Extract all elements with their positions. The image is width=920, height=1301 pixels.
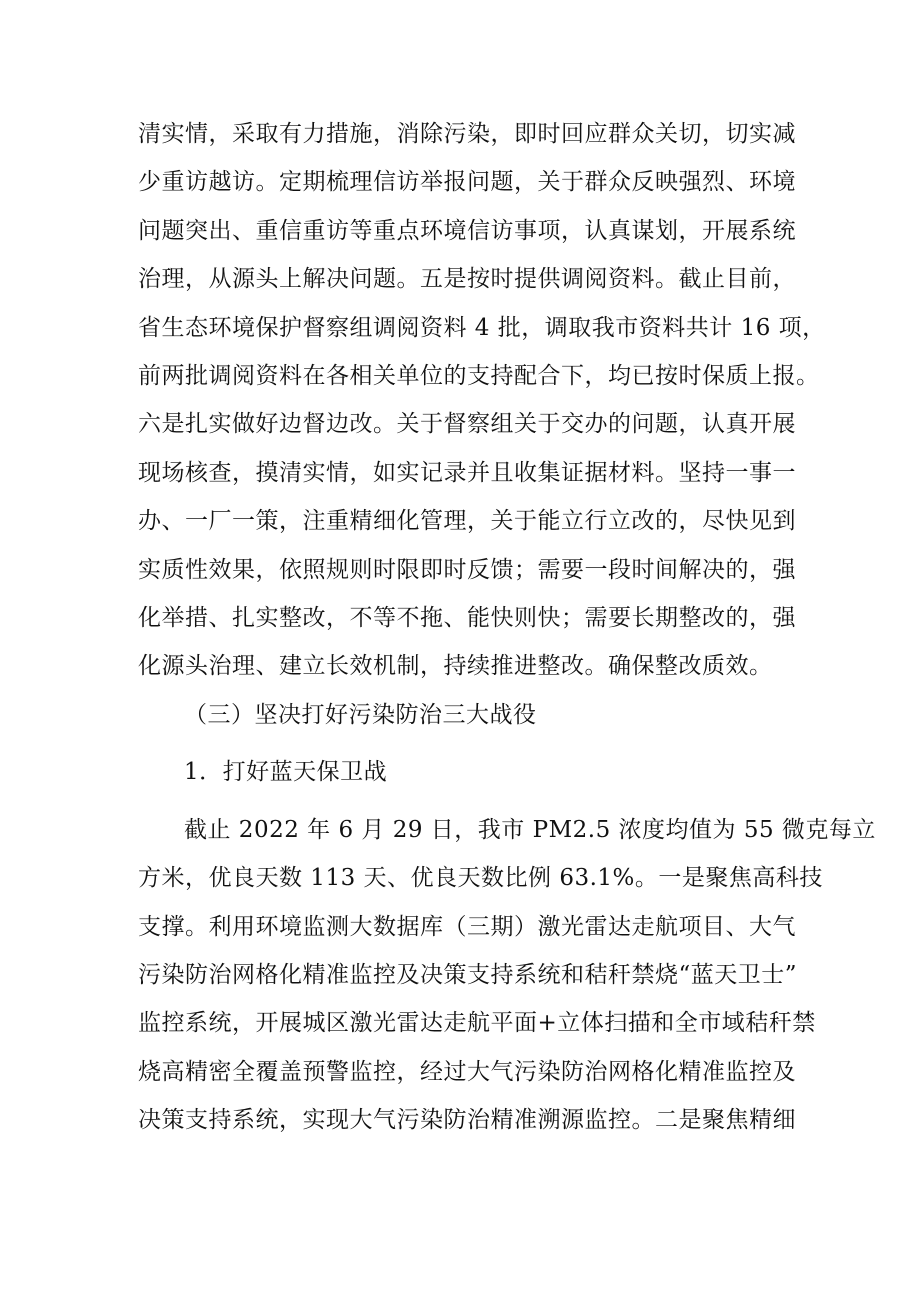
text-line: 支撑。利用环境监测大数据库（三期）激光雷达走航项目、大气: [138, 913, 796, 940]
text-line: 化举措、扎实整改，不等不拖、能快则快；需要长期整改的，强: [138, 605, 796, 632]
paragraph-continued: [138, 110, 826, 691]
text-line: 办、一厂一策，注重精细化管理，关于能立行立改的，尽快见到: [138, 508, 796, 535]
text-line: 污染防治网格化精准监控及决策支持系统和秸秆禁烧“蓝天卫士”: [138, 961, 798, 988]
text-line: 方米，优良天数 113 天、优良天数比例 63.1%。一是聚焦高科技: [138, 865, 823, 892]
text-line: 现场核查，摸清实情，如实记录并且收集证据材料。坚持一事一: [138, 459, 796, 486]
text-line: 治理，从源头上解决问题。五是按时提供调阅资料。截止目前，: [138, 266, 796, 293]
text-line: 化源头治理、建立长效机制，持续推进整改。确保整改质效。: [138, 653, 773, 680]
text-line: 实质性效果，依照规则时限即时反馈；需要一段时间解决的，强: [138, 556, 796, 583]
text-line: 监控系统，开展城区激光雷达走航平面+立体扫描和全市域秸秆禁: [138, 1010, 816, 1037]
subsection-heading: 1．打好蓝天保卫战: [184, 759, 388, 786]
text-line: 截止 2022 年 6 月 29 日，我市 PM2.5 浓度均值为 55 微克每立: [184, 816, 876, 843]
text-line: 少重访越访。定期梳理信访举报问题，关于群众反映强烈、环境: [138, 169, 796, 196]
section-heading: （三）坚决打好污染防治三大战役: [184, 701, 537, 728]
text-line: 省生态环境保护督察组调阅资料 4 批，调取我市资料共计 16 项，: [138, 314, 826, 341]
paragraph-blue-sky: [138, 806, 876, 1145]
text-line: 烧高精密全覆盖预警监控，经过大气污染防治网格化精准监控及: [138, 1058, 796, 1085]
text-line: 六是扎实做好边督边改。关于督察组关于交办的问题，认真开展: [138, 411, 796, 438]
text-line: 决策支持系统，实现大气污染防治精准溯源监控。二是聚焦精细: [138, 1107, 796, 1134]
text-line: 前两批调阅资料在各相关单位的支持配合下，均已按时保质上报。: [138, 363, 820, 390]
text-line: 问题突出、重信重访等重点环境信访事项，认真谋划，开展系统: [138, 217, 796, 244]
text-line: 清实情，采取有力措施，消除污染，即时回应群众关切，切实减: [138, 121, 796, 147]
document-body: [138, 110, 876, 1145]
